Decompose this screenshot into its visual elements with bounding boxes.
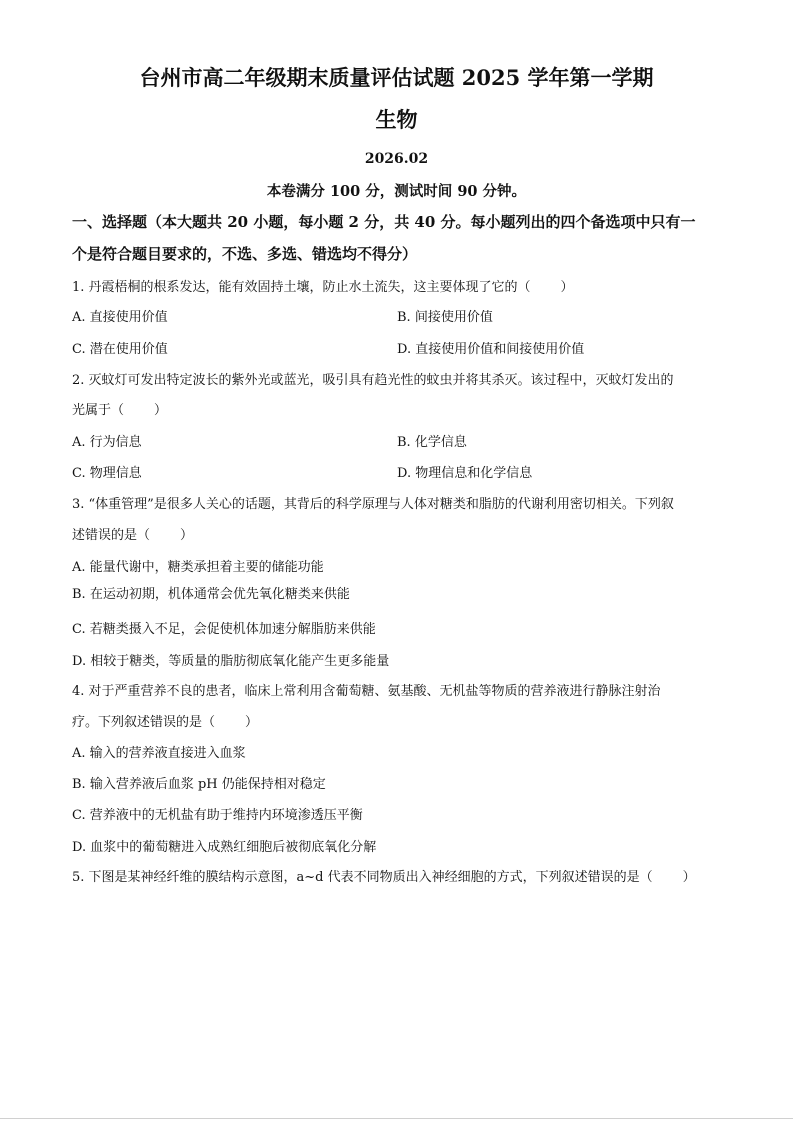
question-1-option-b: B. 间接使用价值 [397, 310, 493, 325]
page-bottom-divider [0, 1118, 793, 1119]
question-3-option-a: A. 能量代谢中，糖类承担着主要的储能功能 [72, 560, 324, 575]
question-2-stem-line1: 2. 灭蚊灯可发出特定波长的紫外光或蓝光，吸引具有趋光性的蚊虫并将其杀灭。该过程中，灭蚊灯发出的 [72, 373, 674, 388]
question-2-option-b: B. 化学信息 [397, 435, 467, 450]
subject-title: 生物 [375, 107, 418, 132]
question-3-option-b: B. 在运动初期，机体通常会优先氧化糖类来供能 [72, 587, 350, 602]
question-3-stem-line2: 述错误的是（ ） [72, 528, 194, 543]
section-heading-line1: 一、选择题（本大题共 20 小题，每小题 2 分，共 40 分。每小题列出的四个备选项中只有一 [72, 213, 696, 231]
question-2-option-d: D. 物理信息和化学信息 [397, 466, 533, 481]
question-1-option-d: D. 直接使用价值和间接使用价值 [397, 342, 585, 357]
question-3-option-c: C. 若糖类摄入不足，会促使机体加速分解脂肪来供能 [72, 622, 376, 637]
question-2-stem-line2: 光属于（ ） [72, 403, 168, 418]
exam-info: 本卷满分 100 分，测试时间 90 分钟。 [266, 183, 527, 200]
exam-date: 2026.02 [364, 151, 429, 167]
question-1-stem: 1. 丹霞梧桐的根系发达，能有效固持土壤，防止水土流失，这主要体现了它的（ ） [72, 280, 574, 295]
question-5-stem: 5. 下图是某神经纤维的膜结构示意图，a~d 代表不同物质出入神经细胞的方式，下列叙述错误的是（ ） [72, 870, 696, 885]
exam-title: 台州市高二年级期末质量评估试题 2025 学年第一学期 [139, 65, 654, 90]
question-3-stem-line1: 3. “体重管理”是很多人关心的话题，其背后的科学原理与人体对糖类和脂肪的代谢利用密切相关。下列叙 [72, 497, 674, 512]
question-4-stem-line1: 4. 对于严重营养不良的患者，临床上常利用含葡萄糖、氨基酸、无机盐等物质的营养液进行静脉注射治 [72, 684, 661, 699]
question-4-option-c: C. 营养液中的无机盐有助于维持内环境渗透压平衡 [72, 808, 363, 823]
question-2-option-c: C. 物理信息 [72, 466, 142, 481]
question-4-option-d: D. 血浆中的葡萄糖进入成熟红细胞后被彻底氧化分解 [72, 840, 377, 855]
section-heading-line2: 个是符合题目要求的，不选、多选、错选均不得分） [72, 245, 418, 263]
question-4-stem-line2: 疗。下列叙述错误的是（ ） [72, 715, 259, 730]
question-1-option-c: C. 潜在使用价值 [72, 342, 168, 357]
question-2-option-a: A. 行为信息 [72, 435, 142, 450]
question-4-option-a: A. 输入的营养液直接进入血浆 [72, 746, 246, 761]
question-1-option-a: A. 直接使用价值 [72, 310, 168, 325]
question-3-option-d: D. 相较于糖类，等质量的脂肪彻底氧化能产生更多能量 [72, 654, 390, 669]
question-4-option-b: B. 输入营养液后血浆 pH 仍能保持相对稳定 [72, 777, 326, 792]
